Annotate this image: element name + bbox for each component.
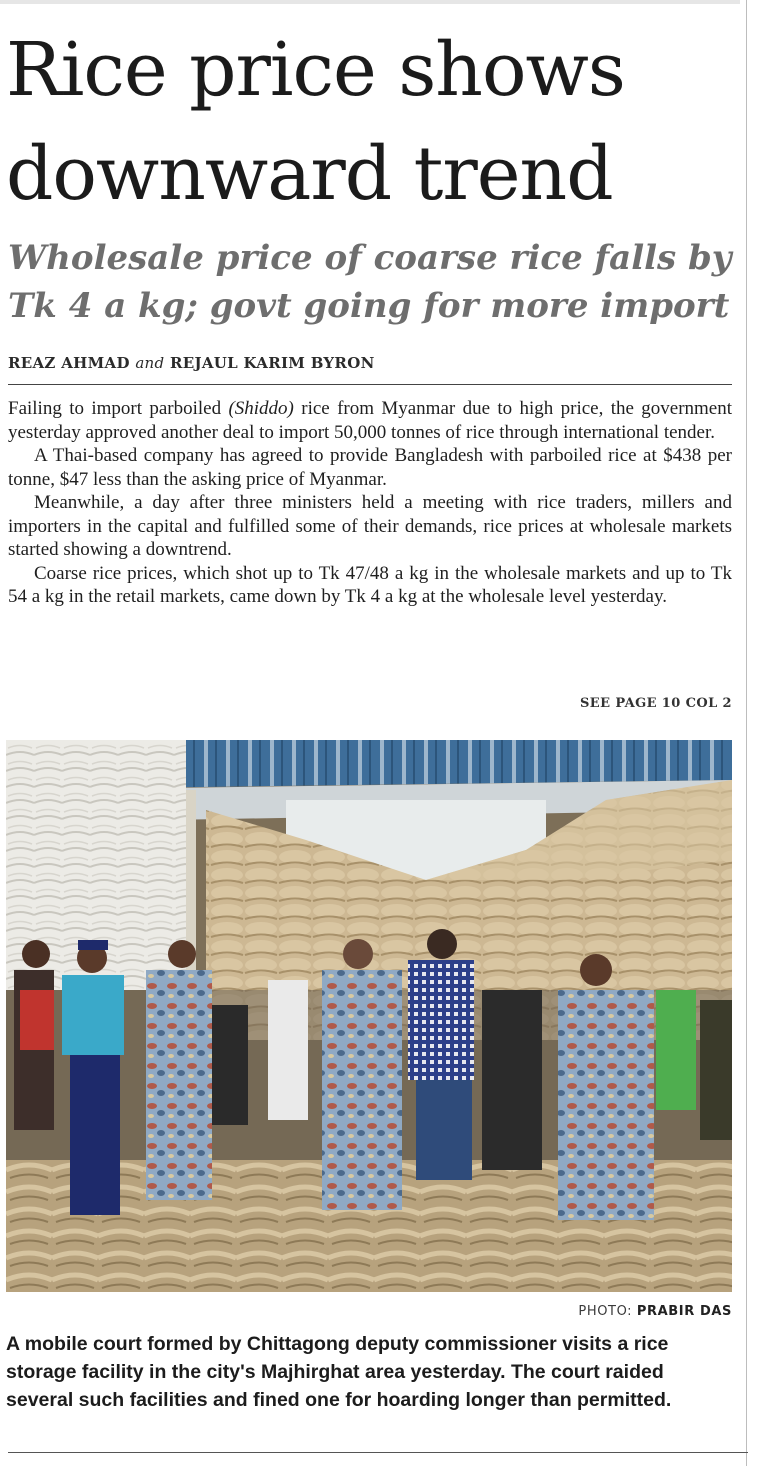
article-paragraph: Failing to import parboiled (Shiddo) rice from Myanmar due to high price, the government yesterday approved another deal to import 50,000 tonnes of rice through international tender. [8,398,733,443]
article-paragraph: Meanwhile, a day after three ministers held a meeting with rice traders, millers and importers in the capital and fulfilled some of their demands, rice prices at wholesale markets started showing a downtrend. [8,492,732,560]
jump-line[interactable]: SEE PAGE 10 COL 2 [580,696,732,711]
photo-credit [578,1304,732,1319]
subheadline-line-2: Tk 4 a kg; govt going for more import [8,286,730,326]
photo-caption: A mobile court formed by Chittagong deputy commissioner visits a rice storage facility in the city's Majhirghat area yesterday. The court raided several such facilities and fined one for hoarding longer than permitted. [6,1333,672,1411]
subheadline [8,234,738,330]
headline [6,18,741,226]
bottom-divider [8,1452,748,1453]
headline-line-1: Rice price shows [6,27,625,113]
photo-credit-name: PRABIR DAS [636,1304,732,1319]
byline-author-1: REAZ AHMAD [8,354,130,372]
photo-credit-label: PHOTO: [578,1304,637,1319]
headline-line-2: downward trend [6,131,613,217]
article-body [8,397,732,609]
warehouse-photo-illustration [6,740,732,1292]
byline-divider [8,384,732,385]
byline-and: and [135,354,165,372]
top-divider [0,0,740,4]
news-photo [6,740,732,1292]
article-paragraph: A Thai-based company has agreed to provide Bangladesh with parboiled rice at $438 per tonne, $47 less than the asking price of Myanmar. [8,445,732,490]
column-divider [746,0,747,1466]
article-paragraph: Coarse rice prices, which shot up to Tk 47/48 a kg in the wholesale markets and up to Tk 54 a kg in the retail markets, came down by Tk 4 a kg at the wholesale level yesterday. [8,562,732,607]
subheadline-line-1: Wholesale price of coarse rice falls by [8,238,732,278]
byline-author-2: REJAUL KARIM BYRON [169,354,375,372]
byline [8,354,730,372]
